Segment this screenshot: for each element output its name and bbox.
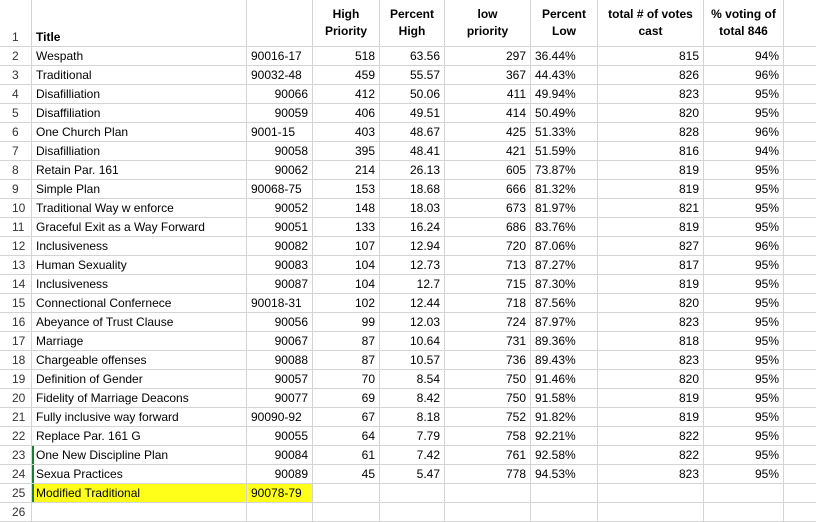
total-votes-cell[interactable]: 822 bbox=[598, 446, 704, 465]
petition-code-cell[interactable]: 90068-75 bbox=[247, 180, 313, 199]
total-votes-cell[interactable]: 823 bbox=[598, 465, 704, 484]
petition-code-cell[interactable]: 90078-79 bbox=[247, 484, 313, 503]
low-priority-cell[interactable] bbox=[445, 484, 531, 503]
high-priority-cell[interactable] bbox=[313, 503, 380, 522]
low-priority-header[interactable]: low priority bbox=[445, 0, 531, 47]
empty-cell[interactable] bbox=[784, 332, 816, 351]
row-number[interactable]: 19 bbox=[0, 370, 32, 389]
petition-code-cell[interactable]: 90089 bbox=[247, 465, 313, 484]
table-row bbox=[0, 370, 816, 389]
percent-low-cell[interactable]: 87.30% bbox=[531, 275, 598, 294]
low-priority-cell[interactable]: 718 bbox=[445, 294, 531, 313]
title-cell[interactable]: Traditional bbox=[32, 66, 247, 85]
percent-high-cell[interactable]: 12.44 bbox=[380, 294, 445, 313]
title-cell[interactable]: Fully inclusive way forward bbox=[32, 408, 247, 427]
percent-low-cell[interactable]: 94.53% bbox=[531, 465, 598, 484]
total-votes-cell[interactable]: 827 bbox=[598, 237, 704, 256]
petition-code-cell[interactable]: 90052 bbox=[247, 199, 313, 218]
low-priority-cell[interactable]: 673 bbox=[445, 199, 531, 218]
low-priority-cell[interactable]: 297 bbox=[445, 47, 531, 66]
empty-cell[interactable] bbox=[784, 199, 816, 218]
table-row bbox=[0, 199, 816, 218]
total-votes-cell[interactable]: 820 bbox=[598, 370, 704, 389]
low-priority-cell[interactable]: 736 bbox=[445, 351, 531, 370]
petition-code-cell[interactable]: 90056 bbox=[247, 313, 313, 332]
row-number[interactable]: 20 bbox=[0, 389, 32, 408]
percent-voting-cell[interactable]: 95% bbox=[704, 85, 784, 104]
percent-high-cell[interactable]: 12.7 bbox=[380, 275, 445, 294]
empty-cell[interactable] bbox=[784, 294, 816, 313]
total-votes-cell[interactable] bbox=[598, 484, 704, 503]
high-priority-cell[interactable]: 153 bbox=[313, 180, 380, 199]
petition-code-cell[interactable]: 90058 bbox=[247, 142, 313, 161]
high-priority-cell[interactable]: 214 bbox=[313, 161, 380, 180]
petition-code-cell[interactable]: 90067 bbox=[247, 332, 313, 351]
low-priority-cell[interactable]: 724 bbox=[445, 313, 531, 332]
percent-high-cell[interactable]: 8.18 bbox=[380, 408, 445, 427]
percent-voting-cell[interactable]: 95% bbox=[704, 161, 784, 180]
percent-low-cell[interactable]: 49.94% bbox=[531, 85, 598, 104]
empty-cell[interactable] bbox=[784, 446, 816, 465]
row-number[interactable]: 8 bbox=[0, 161, 32, 180]
percent-high-cell[interactable]: 7.79 bbox=[380, 427, 445, 446]
percent-voting-cell[interactable]: 95% bbox=[704, 256, 784, 275]
percent-low-cell[interactable]: 44.43% bbox=[531, 66, 598, 85]
empty-cell[interactable] bbox=[784, 104, 816, 123]
percent-voting-header[interactable]: % voting of total 846 bbox=[704, 0, 784, 47]
row-number[interactable]: 10 bbox=[0, 199, 32, 218]
row-number[interactable]: 21 bbox=[0, 408, 32, 427]
table-row bbox=[0, 332, 816, 351]
percent-voting-cell[interactable]: 95% bbox=[704, 332, 784, 351]
row-number[interactable]: 23 bbox=[0, 446, 32, 465]
row-number[interactable]: 24 bbox=[0, 465, 32, 484]
table-row bbox=[0, 142, 816, 161]
low-priority-cell[interactable]: 731 bbox=[445, 332, 531, 351]
percent-voting-cell[interactable]: 95% bbox=[704, 180, 784, 199]
petition-code-cell[interactable]: 90051 bbox=[247, 218, 313, 237]
high-priority-cell[interactable]: 403 bbox=[313, 123, 380, 142]
percent-high-cell[interactable]: 5.47 bbox=[380, 465, 445, 484]
petition-code-cell[interactable]: 90059 bbox=[247, 104, 313, 123]
petition-code-cell[interactable]: 90082 bbox=[247, 237, 313, 256]
percent-low-cell[interactable]: 87.06% bbox=[531, 237, 598, 256]
empty-cell[interactable] bbox=[784, 0, 816, 47]
table-row bbox=[0, 503, 816, 522]
petition-code-cell[interactable]: 9001-15 bbox=[247, 123, 313, 142]
percent-high-cell[interactable]: 7.42 bbox=[380, 446, 445, 465]
empty-cell[interactable] bbox=[784, 123, 816, 142]
low-priority-cell[interactable]: 425 bbox=[445, 123, 531, 142]
empty-cell[interactable] bbox=[784, 484, 816, 503]
empty-cell[interactable] bbox=[784, 85, 816, 104]
row-number[interactable]: 6 bbox=[0, 123, 32, 142]
title-header[interactable]: Title bbox=[32, 0, 247, 47]
total-votes-cell[interactable]: 819 bbox=[598, 218, 704, 237]
empty-cell[interactable] bbox=[784, 256, 816, 275]
petition-code-cell[interactable]: 90062 bbox=[247, 161, 313, 180]
row-number[interactable]: 1 bbox=[0, 0, 32, 47]
empty-cell[interactable] bbox=[784, 503, 816, 522]
percent-low-cell[interactable]: 83.76% bbox=[531, 218, 598, 237]
percent-voting-cell[interactable]: 95% bbox=[704, 465, 784, 484]
table-row bbox=[0, 313, 816, 332]
high-priority-cell[interactable]: 61 bbox=[313, 446, 380, 465]
title-cell[interactable] bbox=[32, 503, 247, 522]
row-number[interactable]: 16 bbox=[0, 313, 32, 332]
high-priority-header[interactable]: High Priority bbox=[313, 0, 380, 47]
percent-low-cell[interactable]: 50.49% bbox=[531, 104, 598, 123]
header-row bbox=[0, 0, 816, 47]
high-priority-cell[interactable]: 70 bbox=[313, 370, 380, 389]
total-votes-cell[interactable]: 823 bbox=[598, 351, 704, 370]
table-row bbox=[0, 465, 816, 484]
total-votes-cell[interactable]: 818 bbox=[598, 332, 704, 351]
low-priority-cell[interactable]: 750 bbox=[445, 370, 531, 389]
title-cell[interactable]: Simple Plan bbox=[32, 180, 247, 199]
total-votes-cell[interactable]: 828 bbox=[598, 123, 704, 142]
percent-high-cell[interactable]: 18.68 bbox=[380, 180, 445, 199]
percent-voting-cell[interactable]: 95% bbox=[704, 408, 784, 427]
empty-cell[interactable] bbox=[784, 180, 816, 199]
percent-high-header[interactable]: Percent High bbox=[380, 0, 445, 47]
row-number[interactable]: 17 bbox=[0, 332, 32, 351]
total-votes-cell[interactable]: 826 bbox=[598, 66, 704, 85]
high-priority-cell[interactable]: 104 bbox=[313, 256, 380, 275]
row-number[interactable]: 13 bbox=[0, 256, 32, 275]
percent-voting-cell[interactable]: 95% bbox=[704, 294, 784, 313]
empty-cell[interactable] bbox=[784, 237, 816, 256]
table-row bbox=[0, 256, 816, 275]
percent-high-cell[interactable]: 8.42 bbox=[380, 389, 445, 408]
table-row bbox=[0, 389, 816, 408]
low-priority-cell[interactable]: 421 bbox=[445, 142, 531, 161]
row-number[interactable]: 18 bbox=[0, 351, 32, 370]
title-cell[interactable]: Chargeable offenses bbox=[32, 351, 247, 370]
table-row bbox=[0, 180, 816, 199]
percent-low-cell[interactable]: 87.27% bbox=[531, 256, 598, 275]
row-number[interactable]: 26 bbox=[0, 503, 32, 522]
row-number[interactable]: 12 bbox=[0, 237, 32, 256]
percent-voting-cell[interactable]: 95% bbox=[704, 446, 784, 465]
empty-cell[interactable] bbox=[784, 351, 816, 370]
low-priority-cell[interactable]: 752 bbox=[445, 408, 531, 427]
low-priority-cell[interactable]: 720 bbox=[445, 237, 531, 256]
row-number[interactable]: 5 bbox=[0, 104, 32, 123]
empty-cell[interactable] bbox=[784, 142, 816, 161]
title-cell[interactable]: Fidelity of Marriage Deacons bbox=[32, 389, 247, 408]
title-cell[interactable]: One Church Plan bbox=[32, 123, 247, 142]
percent-low-cell[interactable]: 91.82% bbox=[531, 408, 598, 427]
high-priority-cell[interactable]: 412 bbox=[313, 85, 380, 104]
empty-cell[interactable] bbox=[784, 161, 816, 180]
high-priority-cell[interactable]: 87 bbox=[313, 351, 380, 370]
percent-voting-cell[interactable]: 95% bbox=[704, 427, 784, 446]
table-row bbox=[0, 161, 816, 180]
percent-low-cell[interactable]: 73.87% bbox=[531, 161, 598, 180]
percent-voting-cell[interactable]: 96% bbox=[704, 66, 784, 85]
petition-code-cell[interactable]: 90016-17 bbox=[247, 47, 313, 66]
percent-low-header[interactable]: Percent Low bbox=[531, 0, 598, 47]
row-number[interactable]: 14 bbox=[0, 275, 32, 294]
empty-cell[interactable] bbox=[784, 370, 816, 389]
percent-low-cell[interactable]: 51.59% bbox=[531, 142, 598, 161]
title-cell[interactable]: Retain Par. 161 bbox=[32, 161, 247, 180]
petition-code-cell[interactable]: 90090-92 bbox=[247, 408, 313, 427]
table-row bbox=[0, 237, 816, 256]
percent-voting-cell[interactable] bbox=[704, 503, 784, 522]
percent-low-cell[interactable]: 51.33% bbox=[531, 123, 598, 142]
high-priority-cell[interactable]: 107 bbox=[313, 237, 380, 256]
total-votes-cell[interactable]: 821 bbox=[598, 199, 704, 218]
title-cell[interactable]: Definition of Gender bbox=[32, 370, 247, 389]
total-votes-cell[interactable]: 820 bbox=[598, 104, 704, 123]
title-cell[interactable]: Wespath bbox=[32, 47, 247, 66]
percent-high-cell[interactable]: 12.73 bbox=[380, 256, 445, 275]
percent-high-cell[interactable]: 48.41 bbox=[380, 142, 445, 161]
low-priority-cell[interactable]: 666 bbox=[445, 180, 531, 199]
table-row bbox=[0, 408, 816, 427]
percent-low-cell[interactable] bbox=[531, 503, 598, 522]
total-votes-cell[interactable]: 823 bbox=[598, 313, 704, 332]
high-priority-cell[interactable]: 87 bbox=[313, 332, 380, 351]
percent-low-cell[interactable]: 89.36% bbox=[531, 332, 598, 351]
table-row bbox=[0, 446, 816, 465]
low-priority-cell[interactable] bbox=[445, 503, 531, 522]
title-cell[interactable]: Marriage bbox=[32, 332, 247, 351]
row-number[interactable]: 11 bbox=[0, 218, 32, 237]
table-row bbox=[0, 85, 816, 104]
title-cell[interactable]: Inclusiveness bbox=[32, 237, 247, 256]
title-cell[interactable]: Replace Par. 161 G bbox=[32, 427, 247, 446]
table-row bbox=[0, 66, 816, 85]
petition-code-cell[interactable]: 90055 bbox=[247, 427, 313, 446]
percent-low-cell[interactable] bbox=[531, 484, 598, 503]
percent-high-cell[interactable] bbox=[380, 484, 445, 503]
high-priority-cell[interactable]: 69 bbox=[313, 389, 380, 408]
high-priority-cell[interactable]: 518 bbox=[313, 47, 380, 66]
percent-voting-cell[interactable]: 95% bbox=[704, 389, 784, 408]
percent-high-cell[interactable]: 12.94 bbox=[380, 237, 445, 256]
title-cell[interactable]: Human Sexuality bbox=[32, 256, 247, 275]
low-priority-cell[interactable]: 414 bbox=[445, 104, 531, 123]
title-cell[interactable]: Modified Traditional bbox=[32, 484, 247, 503]
percent-high-cell[interactable]: 10.64 bbox=[380, 332, 445, 351]
total-votes-cell[interactable]: 819 bbox=[598, 275, 704, 294]
percent-voting-cell[interactable]: 95% bbox=[704, 275, 784, 294]
row-number[interactable]: 15 bbox=[0, 294, 32, 313]
percent-voting-cell[interactable]: 94% bbox=[704, 142, 784, 161]
percent-low-cell[interactable]: 81.97% bbox=[531, 199, 598, 218]
percent-high-cell[interactable]: 55.57 bbox=[380, 66, 445, 85]
petition-code-cell[interactable]: 90066 bbox=[247, 85, 313, 104]
empty-cell[interactable] bbox=[784, 465, 816, 484]
empty-cell[interactable] bbox=[784, 313, 816, 332]
row-number[interactable]: 9 bbox=[0, 180, 32, 199]
table-row bbox=[0, 47, 816, 66]
total-votes-cell[interactable]: 819 bbox=[598, 161, 704, 180]
percent-high-cell[interactable]: 49.51 bbox=[380, 104, 445, 123]
high-priority-cell[interactable]: 406 bbox=[313, 104, 380, 123]
percent-voting-cell[interactable]: 95% bbox=[704, 370, 784, 389]
percent-low-cell[interactable]: 92.58% bbox=[531, 446, 598, 465]
row-number[interactable]: 2 bbox=[0, 47, 32, 66]
low-priority-cell[interactable]: 605 bbox=[445, 161, 531, 180]
petition-code-cell[interactable]: 90083 bbox=[247, 256, 313, 275]
percent-low-cell[interactable]: 92.21% bbox=[531, 427, 598, 446]
low-priority-cell[interactable]: 367 bbox=[445, 66, 531, 85]
total-votes-cell[interactable]: 817 bbox=[598, 256, 704, 275]
high-priority-cell[interactable]: 67 bbox=[313, 408, 380, 427]
petition-code-cell[interactable]: 90077 bbox=[247, 389, 313, 408]
petition-code-cell[interactable]: 90032-48 bbox=[247, 66, 313, 85]
percent-voting-cell[interactable]: 94% bbox=[704, 47, 784, 66]
percent-high-cell[interactable]: 8.54 bbox=[380, 370, 445, 389]
total-votes-cell[interactable]: 823 bbox=[598, 85, 704, 104]
empty-cell[interactable] bbox=[784, 408, 816, 427]
table-row bbox=[0, 275, 816, 294]
percent-high-cell[interactable] bbox=[380, 503, 445, 522]
title-cell[interactable]: Traditional Way w enforce bbox=[32, 199, 247, 218]
percent-low-cell[interactable]: 89.43% bbox=[531, 351, 598, 370]
high-priority-cell[interactable]: 395 bbox=[313, 142, 380, 161]
percent-voting-cell[interactable]: 95% bbox=[704, 313, 784, 332]
total-votes-cell[interactable]: 815 bbox=[598, 47, 704, 66]
petition-code-cell[interactable]: 90084 bbox=[247, 446, 313, 465]
percent-voting-cell[interactable]: 95% bbox=[704, 218, 784, 237]
total-votes-cell[interactable] bbox=[598, 503, 704, 522]
low-priority-cell[interactable]: 715 bbox=[445, 275, 531, 294]
percent-low-cell[interactable]: 91.58% bbox=[531, 389, 598, 408]
high-priority-cell[interactable]: 99 bbox=[313, 313, 380, 332]
low-priority-cell[interactable]: 411 bbox=[445, 85, 531, 104]
empty-cell[interactable] bbox=[784, 275, 816, 294]
table-row bbox=[0, 123, 816, 142]
percent-low-cell[interactable]: 36.44% bbox=[531, 47, 598, 66]
percent-voting-cell[interactable]: 95% bbox=[704, 104, 784, 123]
percent-voting-cell[interactable]: 95% bbox=[704, 351, 784, 370]
low-priority-cell[interactable]: 713 bbox=[445, 256, 531, 275]
petition-code-cell[interactable]: 90018-31 bbox=[247, 294, 313, 313]
title-cell[interactable]: Disafilliation bbox=[32, 142, 247, 161]
title-cell[interactable]: Connectional Confernece bbox=[32, 294, 247, 313]
percent-voting-cell[interactable]: 96% bbox=[704, 237, 784, 256]
table-row bbox=[0, 427, 816, 446]
percent-low-cell[interactable]: 81.32% bbox=[531, 180, 598, 199]
total-votes-header[interactable]: total # of votes cast bbox=[598, 0, 704, 47]
table-row bbox=[0, 218, 816, 237]
low-priority-cell[interactable]: 778 bbox=[445, 465, 531, 484]
total-votes-cell[interactable]: 819 bbox=[598, 389, 704, 408]
percent-high-cell[interactable]: 48.67 bbox=[380, 123, 445, 142]
low-priority-cell[interactable]: 750 bbox=[445, 389, 531, 408]
high-priority-cell[interactable]: 459 bbox=[313, 66, 380, 85]
petition-code-cell[interactable]: 90087 bbox=[247, 275, 313, 294]
high-priority-cell[interactable]: 148 bbox=[313, 199, 380, 218]
percent-voting-cell[interactable]: 96% bbox=[704, 123, 784, 142]
empty-cell[interactable] bbox=[784, 218, 816, 237]
row-number[interactable]: 22 bbox=[0, 427, 32, 446]
petition-code-cell[interactable]: 90088 bbox=[247, 351, 313, 370]
percent-voting-cell[interactable]: 95% bbox=[704, 199, 784, 218]
high-priority-cell[interactable]: 102 bbox=[313, 294, 380, 313]
row-number[interactable]: 25 bbox=[0, 484, 32, 503]
percent-low-cell[interactable]: 87.97% bbox=[531, 313, 598, 332]
petition-code-cell[interactable]: 90057 bbox=[247, 370, 313, 389]
total-votes-cell[interactable]: 816 bbox=[598, 142, 704, 161]
petition-code-cell[interactable] bbox=[247, 503, 313, 522]
empty-cell[interactable] bbox=[784, 66, 816, 85]
percent-high-cell[interactable]: 12.03 bbox=[380, 313, 445, 332]
empty-cell[interactable] bbox=[784, 427, 816, 446]
title-cell[interactable]: Graceful Exit as a Way Forward bbox=[32, 218, 247, 237]
title-cell[interactable]: Abeyance of Trust Clause bbox=[32, 313, 247, 332]
table-row bbox=[0, 351, 816, 370]
total-votes-cell[interactable]: 819 bbox=[598, 180, 704, 199]
percent-low-cell[interactable]: 87.56% bbox=[531, 294, 598, 313]
title-cell[interactable]: Disafilliation bbox=[32, 85, 247, 104]
empty-cell[interactable] bbox=[784, 47, 816, 66]
percent-high-cell[interactable]: 10.57 bbox=[380, 351, 445, 370]
total-votes-cell[interactable]: 819 bbox=[598, 408, 704, 427]
total-votes-cell[interactable]: 822 bbox=[598, 427, 704, 446]
percent-low-cell[interactable]: 91.46% bbox=[531, 370, 598, 389]
table-row bbox=[0, 484, 816, 503]
title-cell[interactable]: Sexua Practices bbox=[32, 465, 247, 484]
low-priority-cell[interactable]: 758 bbox=[445, 427, 531, 446]
percent-high-cell[interactable]: 16.24 bbox=[380, 218, 445, 237]
row-number[interactable]: 4 bbox=[0, 85, 32, 104]
low-priority-cell[interactable]: 761 bbox=[445, 446, 531, 465]
title-cell[interactable]: Inclusiveness bbox=[32, 275, 247, 294]
high-priority-cell[interactable]: 45 bbox=[313, 465, 380, 484]
percent-high-cell[interactable]: 26.13 bbox=[380, 161, 445, 180]
row-number[interactable]: 3 bbox=[0, 66, 32, 85]
total-votes-cell[interactable]: 820 bbox=[598, 294, 704, 313]
table-row bbox=[0, 294, 816, 313]
high-priority-cell[interactable]: 133 bbox=[313, 218, 380, 237]
table-row bbox=[0, 104, 816, 123]
high-priority-cell[interactable]: 104 bbox=[313, 275, 380, 294]
row-number[interactable]: 7 bbox=[0, 142, 32, 161]
percent-high-cell[interactable]: 18.03 bbox=[380, 199, 445, 218]
percent-voting-cell[interactable] bbox=[704, 484, 784, 503]
high-priority-cell[interactable] bbox=[313, 484, 380, 503]
title-cell[interactable]: One New Discipline Plan bbox=[32, 446, 247, 465]
high-priority-cell[interactable]: 64 bbox=[313, 427, 380, 446]
empty-cell[interactable] bbox=[784, 389, 816, 408]
percent-high-cell[interactable]: 63.56 bbox=[380, 47, 445, 66]
percent-high-cell[interactable]: 50.06 bbox=[380, 85, 445, 104]
title-cell[interactable]: Disaffiliation bbox=[32, 104, 247, 123]
petition-code-cell[interactable] bbox=[247, 0, 313, 47]
low-priority-cell[interactable]: 686 bbox=[445, 218, 531, 237]
